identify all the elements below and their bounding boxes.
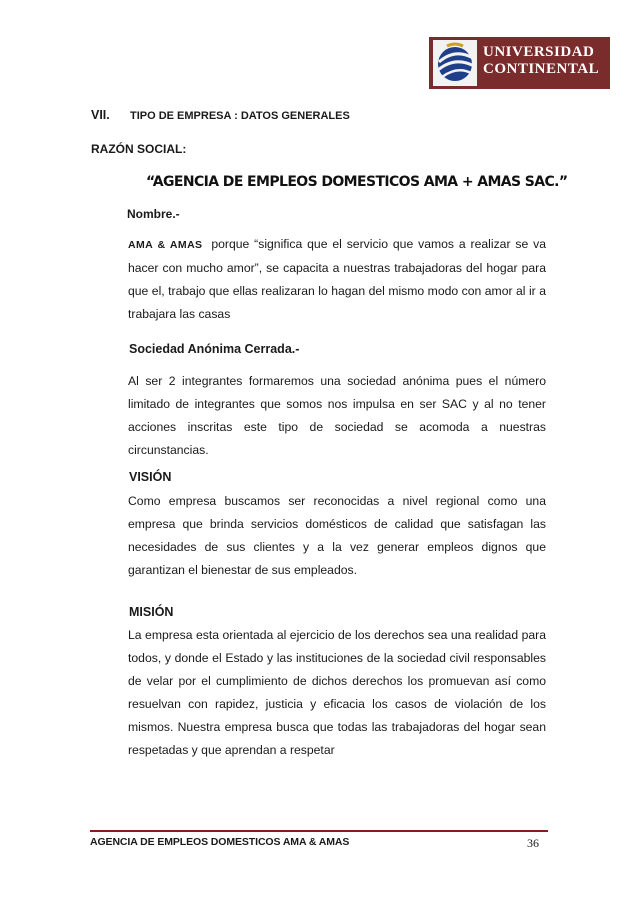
section-title: TIPO DE EMPRESA : DATOS GENERALES [130,110,350,122]
logo-line1: UNIVERSIDAD [483,44,595,60]
logo-line2: CONTINENTAL [483,61,600,77]
mision-heading: MISIÓN [129,605,174,619]
footer-text: AGENCIA DE EMPLEOS DOMESTICOS AMA & AMAS [90,836,350,848]
nombre-lead: AMA & AMAS [128,239,203,251]
nombre-heading: Nombre.- [127,207,180,221]
globe-icon [433,40,477,86]
section-number: VII. [91,108,110,122]
razon-social-heading: RAZÓN SOCIAL: [91,142,187,156]
page-number: 36 [527,836,539,850]
nombre-text: porque “significa que el servicio que vamos a realizar se va hacer con mucho amor”, se capacita a nuestras trabajadoras del hogar para que el, trabajo que ellas realizaran lo hagan del mismo modo con amor al ir a trabajara las casas [128,237,547,321]
university-logo [429,37,610,89]
vision-paragraph: Como empresa buscamos ser reconocidas a nivel regional como una empresa que brinda servicios domésticos de calidad que satisfagan las necesidades de sus clientes y a la vez generar empleos dignos que garantizan el bienestar de sus empleados. [128,494,546,577]
nombre-paragraph [128,233,546,326]
vision-heading: VISIÓN [129,470,172,484]
sociedad-heading: Sociedad Anónima Cerrada.- [129,342,300,356]
sociedad-paragraph: Al ser 2 integrantes formaremos una sociedad anónima pues el número limitado de integrantes que somos nos impulsa en ser SAC y al no tener acciones inscritas este tipo de sociedad se acomoda a nuestras circunstancias. [128,374,546,457]
logo-text [483,44,607,78]
company-name: “AGENCIA DE EMPLEOS DOMESTICOS AMA + AMAS SAC.” [146,174,568,190]
mision-paragraph: La empresa esta orientada al ejercicio de los derechos sea una realidad para todos, y donde el Estado y las instituciones de la sociedad civil responsables de velar por el cumplimiento de dichos derechos los promuevan así como resuelvan con rapidez, justicia y eficacia los casos de violación de los mismos. Nuestra empresa busca que todas las trabajadoras del hogar sean respetadas y que aprendan a respetar [128,628,546,757]
footer-rule [90,830,548,832]
